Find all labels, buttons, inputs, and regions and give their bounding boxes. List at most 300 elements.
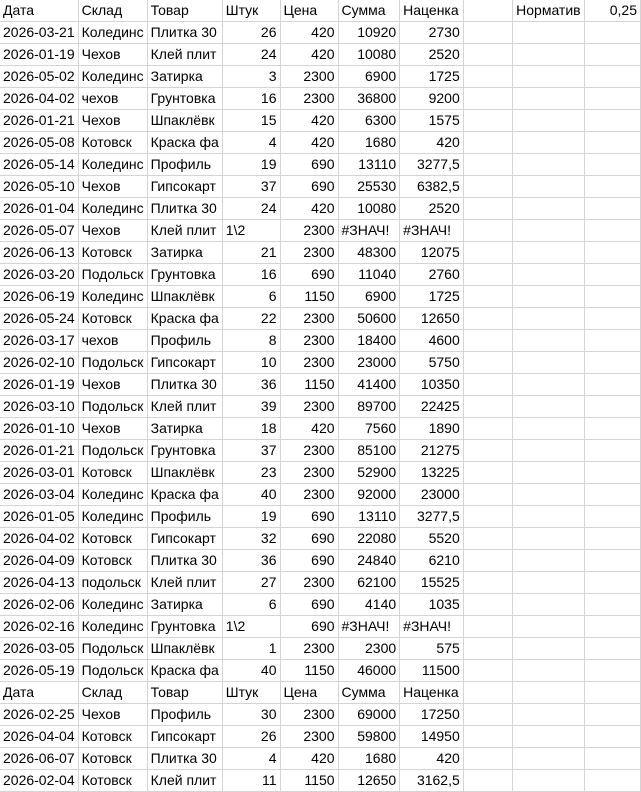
cell-date[interactable]: 2026-01-19 — [0, 44, 78, 66]
empty-cell[interactable] — [463, 0, 512, 22]
cell-date[interactable]: Дата — [0, 682, 78, 704]
empty-cell[interactable] — [584, 726, 640, 748]
empty-cell[interactable] — [584, 110, 640, 132]
cell-price[interactable]: 2300 — [280, 352, 338, 374]
cell-qty[interactable]: 24 — [222, 198, 280, 220]
empty-cell[interactable] — [584, 682, 640, 704]
cell-warehouse[interactable]: Подольск — [78, 264, 147, 286]
empty-cell[interactable] — [584, 660, 640, 682]
cell-product[interactable]: Товар — [147, 0, 222, 22]
empty-cell[interactable] — [584, 528, 640, 550]
empty-cell[interactable] — [584, 286, 640, 308]
empty-cell[interactable] — [513, 198, 584, 220]
cell-price[interactable]: Цена — [280, 682, 338, 704]
cell-price[interactable]: 420 — [280, 418, 338, 440]
empty-cell[interactable] — [513, 44, 584, 66]
cell-qty[interactable]: 4 — [222, 132, 280, 154]
cell-qty[interactable]: 36 — [222, 374, 280, 396]
cell-warehouse[interactable]: Чехов — [78, 220, 147, 242]
cell-warehouse[interactable]: Котовск — [78, 308, 147, 330]
cell-date[interactable]: 2026-03-04 — [0, 484, 78, 506]
cell-sum[interactable]: 2300 — [338, 638, 400, 660]
empty-cell[interactable] — [513, 352, 584, 374]
empty-cell[interactable] — [513, 110, 584, 132]
empty-cell[interactable] — [463, 638, 512, 660]
empty-cell[interactable] — [463, 44, 512, 66]
cell-qty[interactable]: 27 — [222, 572, 280, 594]
cell-product[interactable]: Клей плит — [147, 44, 222, 66]
cell-product[interactable]: Краска фа — [147, 660, 222, 682]
empty-cell[interactable] — [584, 616, 640, 638]
cell-product[interactable]: Клей плит — [147, 396, 222, 418]
cell-warehouse[interactable]: Чехов — [78, 374, 147, 396]
cell-price[interactable]: 2300 — [280, 572, 338, 594]
cell-product[interactable]: Гипсокарт — [147, 352, 222, 374]
cell-warehouse[interactable]: Колединс — [78, 66, 147, 88]
cell-date[interactable]: 2026-04-09 — [0, 550, 78, 572]
cell-qty[interactable]: 8 — [222, 330, 280, 352]
empty-cell[interactable] — [463, 220, 512, 242]
cell-markup[interactable]: 2520 — [400, 44, 464, 66]
cell-product[interactable]: Гипсокарт — [147, 726, 222, 748]
cell-sum[interactable]: 4140 — [338, 594, 400, 616]
cell-sum[interactable]: 23000 — [338, 352, 400, 374]
cell-date[interactable]: 2026-03-17 — [0, 330, 78, 352]
empty-cell[interactable] — [463, 286, 512, 308]
empty-cell[interactable] — [584, 374, 640, 396]
empty-cell[interactable] — [463, 176, 512, 198]
cell-sum[interactable]: 59800 — [338, 726, 400, 748]
cell-warehouse[interactable]: Колединс — [78, 484, 147, 506]
cell-warehouse[interactable]: Колединс — [78, 154, 147, 176]
cell-warehouse[interactable]: Чехов — [78, 418, 147, 440]
cell-date[interactable]: 2026-05-24 — [0, 308, 78, 330]
cell-product[interactable]: Клей плит — [147, 220, 222, 242]
cell-warehouse[interactable]: Колединс — [78, 286, 147, 308]
cell-date[interactable]: 2026-01-04 — [0, 198, 78, 220]
empty-cell[interactable] — [463, 330, 512, 352]
cell-qty[interactable]: 30 — [222, 704, 280, 726]
empty-cell[interactable] — [513, 330, 584, 352]
cell-markup[interactable]: 2730 — [400, 22, 464, 44]
empty-cell[interactable] — [463, 550, 512, 572]
cell-qty[interactable]: 16 — [222, 264, 280, 286]
cell-date[interactable]: 2026-05-10 — [0, 176, 78, 198]
cell-product[interactable]: Краска фа — [147, 484, 222, 506]
empty-cell[interactable] — [463, 528, 512, 550]
cell-markup[interactable]: Наценка — [400, 0, 464, 22]
cell-sum[interactable]: 62100 — [338, 572, 400, 594]
empty-cell[interactable] — [463, 264, 512, 286]
cell-warehouse[interactable]: чехов — [78, 330, 147, 352]
empty-cell[interactable] — [513, 484, 584, 506]
empty-cell[interactable] — [584, 88, 640, 110]
empty-cell[interactable] — [513, 682, 584, 704]
cell-date[interactable]: 2026-05-08 — [0, 132, 78, 154]
cell-product[interactable]: Профиль — [147, 704, 222, 726]
cell-markup[interactable]: 4600 — [400, 330, 464, 352]
cell-price[interactable]: 2300 — [280, 704, 338, 726]
cell-markup[interactable]: 22425 — [400, 396, 464, 418]
cell-sum[interactable]: 12650 — [338, 770, 400, 792]
cell-qty[interactable]: 37 — [222, 440, 280, 462]
cell-product[interactable]: Затирка — [147, 242, 222, 264]
cell-product[interactable]: Краска фа — [147, 308, 222, 330]
cell-date[interactable]: 2026-01-21 — [0, 110, 78, 132]
cell-sum[interactable]: 10080 — [338, 198, 400, 220]
empty-cell[interactable] — [584, 198, 640, 220]
cell-sum[interactable]: 6900 — [338, 66, 400, 88]
cell-markup[interactable]: 1725 — [400, 66, 464, 88]
empty-cell[interactable] — [463, 418, 512, 440]
cell-warehouse[interactable]: Котовск — [78, 748, 147, 770]
cell-markup[interactable]: 420 — [400, 748, 464, 770]
cell-qty[interactable]: 3 — [222, 66, 280, 88]
cell-sum[interactable]: #ЗНАЧ! — [338, 220, 400, 242]
empty-cell[interactable] — [513, 550, 584, 572]
cell-warehouse[interactable]: Чехов — [78, 110, 147, 132]
cell-qty[interactable]: 23 — [222, 462, 280, 484]
empty-cell[interactable] — [463, 132, 512, 154]
empty-cell[interactable] — [463, 352, 512, 374]
cell-qty[interactable]: 11 — [222, 770, 280, 792]
empty-cell[interactable] — [513, 770, 584, 792]
empty-cell[interactable] — [513, 462, 584, 484]
empty-cell[interactable] — [463, 374, 512, 396]
cell-sum[interactable]: 25530 — [338, 176, 400, 198]
cell-qty[interactable]: 24 — [222, 44, 280, 66]
cell-sum[interactable]: Сумма — [338, 682, 400, 704]
cell-date[interactable]: 2026-04-02 — [0, 88, 78, 110]
cell-price[interactable]: 690 — [280, 550, 338, 572]
cell-product[interactable]: Профиль — [147, 506, 222, 528]
empty-cell[interactable] — [513, 154, 584, 176]
cell-date[interactable]: 2026-06-19 — [0, 286, 78, 308]
cell-qty[interactable]: 32 — [222, 528, 280, 550]
cell-price[interactable]: 2300 — [280, 462, 338, 484]
cell-markup[interactable]: 3277,5 — [400, 154, 464, 176]
empty-cell[interactable] — [513, 396, 584, 418]
empty-cell[interactable] — [513, 440, 584, 462]
empty-cell[interactable] — [584, 264, 640, 286]
cell-warehouse[interactable]: Котовск — [78, 132, 147, 154]
cell-markup[interactable]: 6210 — [400, 550, 464, 572]
cell-date[interactable]: 2026-05-14 — [0, 154, 78, 176]
cell-price[interactable]: 690 — [280, 594, 338, 616]
cell-product[interactable]: Краска фа — [147, 132, 222, 154]
empty-cell[interactable] — [584, 396, 640, 418]
cell-markup[interactable]: 23000 — [400, 484, 464, 506]
empty-cell[interactable] — [584, 22, 640, 44]
cell-price[interactable]: 420 — [280, 110, 338, 132]
cell-date[interactable]: 2026-05-07 — [0, 220, 78, 242]
cell-sum[interactable]: 48300 — [338, 242, 400, 264]
cell-markup[interactable]: 5750 — [400, 352, 464, 374]
cell-price[interactable]: 2300 — [280, 88, 338, 110]
cell-warehouse[interactable]: Склад — [78, 0, 147, 22]
cell-date[interactable]: 2026-01-21 — [0, 440, 78, 462]
cell-date[interactable]: 2026-02-16 — [0, 616, 78, 638]
cell-warehouse[interactable]: Колединс — [78, 198, 147, 220]
cell-price[interactable]: 2300 — [280, 220, 338, 242]
cell-markup[interactable]: 1725 — [400, 286, 464, 308]
empty-cell[interactable] — [584, 176, 640, 198]
cell-warehouse[interactable]: Колединс — [78, 506, 147, 528]
cell-warehouse[interactable]: Подольск — [78, 638, 147, 660]
cell-markup[interactable]: 15525 — [400, 572, 464, 594]
cell-price[interactable]: 2300 — [280, 308, 338, 330]
cell-qty[interactable]: 1 — [222, 638, 280, 660]
cell-markup[interactable]: #ЗНАЧ! — [400, 616, 464, 638]
empty-cell[interactable] — [513, 704, 584, 726]
cell-markup[interactable]: 11500 — [400, 660, 464, 682]
cell-markup[interactable]: 3162,5 — [400, 770, 464, 792]
cell-markup[interactable]: 420 — [400, 132, 464, 154]
empty-cell[interactable] — [584, 44, 640, 66]
empty-cell[interactable] — [584, 66, 640, 88]
cell-price[interactable]: 690 — [280, 616, 338, 638]
cell-markup[interactable]: Наценка — [400, 682, 464, 704]
cell-warehouse[interactable]: Колединс — [78, 594, 147, 616]
empty-cell[interactable] — [513, 176, 584, 198]
empty-cell[interactable] — [584, 418, 640, 440]
cell-sum[interactable]: 1680 — [338, 132, 400, 154]
empty-cell[interactable] — [584, 242, 640, 264]
cell-sum[interactable]: 1680 — [338, 748, 400, 770]
cell-qty[interactable]: 19 — [222, 154, 280, 176]
cell-price[interactable]: 2300 — [280, 638, 338, 660]
cell-date[interactable]: 2026-02-25 — [0, 704, 78, 726]
empty-cell[interactable] — [463, 88, 512, 110]
cell-qty[interactable]: 6 — [222, 594, 280, 616]
empty-cell[interactable] — [463, 308, 512, 330]
empty-cell[interactable] — [513, 242, 584, 264]
cell-markup[interactable]: 1035 — [400, 594, 464, 616]
empty-cell[interactable] — [584, 220, 640, 242]
cell-markup[interactable]: #ЗНАЧ! — [400, 220, 464, 242]
empty-cell[interactable] — [584, 132, 640, 154]
cell-warehouse[interactable]: Котовск — [78, 462, 147, 484]
empty-cell[interactable] — [513, 88, 584, 110]
cell-product[interactable]: Гипсокарт — [147, 528, 222, 550]
empty-cell[interactable] — [513, 638, 584, 660]
empty-cell[interactable] — [463, 506, 512, 528]
cell-product[interactable]: Затирка — [147, 66, 222, 88]
cell-qty[interactable]: 36 — [222, 550, 280, 572]
empty-cell[interactable] — [513, 308, 584, 330]
cell-qty[interactable]: 40 — [222, 660, 280, 682]
cell-sum[interactable]: 89700 — [338, 396, 400, 418]
empty-cell[interactable] — [513, 528, 584, 550]
cell-sum[interactable]: 6900 — [338, 286, 400, 308]
cell-product[interactable]: Затирка — [147, 418, 222, 440]
cell-date[interactable]: 2026-04-13 — [0, 572, 78, 594]
cell-price[interactable]: Цена — [280, 0, 338, 22]
cell-warehouse[interactable]: Чехов — [78, 176, 147, 198]
cell-product[interactable]: Плитка 30 — [147, 198, 222, 220]
cell-sum[interactable]: 13110 — [338, 154, 400, 176]
cell-sum[interactable]: 18400 — [338, 330, 400, 352]
empty-cell[interactable] — [513, 594, 584, 616]
empty-cell[interactable] — [513, 66, 584, 88]
cell-price[interactable]: 1150 — [280, 770, 338, 792]
cell-sum[interactable]: 11040 — [338, 264, 400, 286]
cell-price[interactable]: 2300 — [280, 242, 338, 264]
cell-product[interactable]: Профиль — [147, 330, 222, 352]
empty-cell[interactable] — [584, 704, 640, 726]
cell-warehouse[interactable]: Подольск — [78, 396, 147, 418]
cell-price[interactable]: 690 — [280, 528, 338, 550]
cell-qty[interactable]: 26 — [222, 22, 280, 44]
cell-markup[interactable]: 13225 — [400, 462, 464, 484]
cell-date[interactable]: 2026-01-05 — [0, 506, 78, 528]
cell-date[interactable]: 2026-02-10 — [0, 352, 78, 374]
cell-warehouse[interactable]: Колединс — [78, 22, 147, 44]
cell-sum[interactable]: 41400 — [338, 374, 400, 396]
empty-cell[interactable] — [584, 572, 640, 594]
cell-qty[interactable]: 22 — [222, 308, 280, 330]
cell-sum[interactable]: #ЗНАЧ! — [338, 616, 400, 638]
cell-product[interactable]: Товар — [147, 682, 222, 704]
cell-product[interactable]: Грунтовка — [147, 616, 222, 638]
cell-warehouse[interactable]: Чехов — [78, 44, 147, 66]
empty-cell[interactable] — [463, 242, 512, 264]
empty-cell[interactable] — [463, 726, 512, 748]
cell-product[interactable]: Профиль — [147, 154, 222, 176]
cell-sum[interactable]: 6300 — [338, 110, 400, 132]
empty-cell[interactable] — [584, 462, 640, 484]
cell-product[interactable]: Затирка — [147, 594, 222, 616]
cell-sum[interactable]: 7560 — [338, 418, 400, 440]
cell-warehouse[interactable]: Котовск — [78, 550, 147, 572]
cell-sum[interactable]: Сумма — [338, 0, 400, 22]
cell-markup[interactable]: 575 — [400, 638, 464, 660]
cell-qty[interactable]: 37 — [222, 176, 280, 198]
cell-markup[interactable]: 12075 — [400, 242, 464, 264]
cell-price[interactable]: 1150 — [280, 286, 338, 308]
cell-sum[interactable]: 10920 — [338, 22, 400, 44]
cell-markup[interactable]: 6382,5 — [400, 176, 464, 198]
cell-date[interactable]: 2026-03-20 — [0, 264, 78, 286]
cell-warehouse[interactable]: Колединс — [78, 616, 147, 638]
cell-price[interactable]: 690 — [280, 506, 338, 528]
cell-sum[interactable]: 50600 — [338, 308, 400, 330]
cell-price[interactable]: 2300 — [280, 330, 338, 352]
cell-product[interactable]: Грунтовка — [147, 88, 222, 110]
empty-cell[interactable] — [584, 352, 640, 374]
cell-markup[interactable]: 21275 — [400, 440, 464, 462]
cell-warehouse[interactable]: подольск — [78, 572, 147, 594]
cell-sum[interactable]: 92000 — [338, 484, 400, 506]
empty-cell[interactable] — [513, 660, 584, 682]
cell-qty[interactable]: Штук — [222, 682, 280, 704]
cell-sum[interactable]: 46000 — [338, 660, 400, 682]
cell-product[interactable]: Клей плит — [147, 572, 222, 594]
cell-qty[interactable]: 26 — [222, 726, 280, 748]
cell-warehouse[interactable]: Чехов — [78, 704, 147, 726]
cell-date[interactable]: 2026-05-02 — [0, 66, 78, 88]
empty-cell[interactable] — [463, 660, 512, 682]
cell-warehouse[interactable]: Котовск — [78, 726, 147, 748]
empty-cell[interactable] — [463, 462, 512, 484]
cell-markup[interactable]: 2760 — [400, 264, 464, 286]
cell-warehouse[interactable]: Подольск — [78, 660, 147, 682]
cell-product[interactable]: Шпаклёвк — [147, 110, 222, 132]
empty-cell[interactable] — [463, 572, 512, 594]
empty-cell[interactable] — [463, 594, 512, 616]
cell-warehouse[interactable]: Котовск — [78, 528, 147, 550]
cell-qty[interactable]: 19 — [222, 506, 280, 528]
empty-cell[interactable] — [513, 220, 584, 242]
cell-warehouse[interactable]: чехов — [78, 88, 147, 110]
empty-cell[interactable] — [513, 506, 584, 528]
cell-sum[interactable]: 10080 — [338, 44, 400, 66]
cell-qty[interactable]: 16 — [222, 88, 280, 110]
cell-price[interactable]: 1150 — [280, 374, 338, 396]
empty-cell[interactable] — [584, 308, 640, 330]
cell-product[interactable]: Шпаклёвк — [147, 638, 222, 660]
cell-sum[interactable]: 85100 — [338, 440, 400, 462]
empty-cell[interactable] — [513, 572, 584, 594]
cell-price[interactable]: 420 — [280, 748, 338, 770]
cell-warehouse[interactable]: Котовск — [78, 242, 147, 264]
cell-qty[interactable]: Штук — [222, 0, 280, 22]
empty-cell[interactable] — [584, 770, 640, 792]
empty-cell[interactable] — [584, 550, 640, 572]
empty-cell[interactable] — [463, 616, 512, 638]
cell-date[interactable]: 2026-01-10 — [0, 418, 78, 440]
empty-cell[interactable] — [513, 286, 584, 308]
cell-markup[interactable]: 9200 — [400, 88, 464, 110]
empty-cell[interactable] — [513, 418, 584, 440]
cell-product[interactable]: Грунтовка — [147, 264, 222, 286]
cell-markup[interactable]: 10350 — [400, 374, 464, 396]
cell-warehouse[interactable]: Подольск — [78, 440, 147, 462]
norm-value-cell[interactable]: 0,25 — [584, 0, 640, 22]
empty-cell[interactable] — [463, 110, 512, 132]
cell-price[interactable]: 420 — [280, 44, 338, 66]
cell-price[interactable]: 690 — [280, 176, 338, 198]
cell-qty[interactable]: 39 — [222, 396, 280, 418]
cell-markup[interactable]: 14950 — [400, 726, 464, 748]
cell-price[interactable]: 2300 — [280, 396, 338, 418]
cell-product[interactable]: Шпаклёвк — [147, 286, 222, 308]
cell-markup[interactable]: 5520 — [400, 528, 464, 550]
empty-cell[interactable] — [463, 770, 512, 792]
cell-date[interactable]: 2026-04-04 — [0, 726, 78, 748]
cell-date[interactable]: 2026-02-06 — [0, 594, 78, 616]
cell-date[interactable]: 2026-03-10 — [0, 396, 78, 418]
cell-date[interactable]: 2026-06-13 — [0, 242, 78, 264]
cell-price[interactable]: 420 — [280, 198, 338, 220]
empty-cell[interactable] — [463, 198, 512, 220]
cell-date[interactable]: 2026-04-02 — [0, 528, 78, 550]
cell-product[interactable]: Клей плит — [147, 770, 222, 792]
cell-date[interactable]: 2026-02-04 — [0, 770, 78, 792]
empty-cell[interactable] — [584, 440, 640, 462]
cell-date[interactable]: Дата — [0, 0, 78, 22]
cell-qty[interactable]: 40 — [222, 484, 280, 506]
cell-product[interactable]: Плитка 30 — [147, 550, 222, 572]
empty-cell[interactable] — [463, 484, 512, 506]
cell-sum[interactable]: 22080 — [338, 528, 400, 550]
cell-qty[interactable]: 6 — [222, 286, 280, 308]
cell-product[interactable]: Шпаклёвк — [147, 462, 222, 484]
empty-cell[interactable] — [463, 748, 512, 770]
cell-markup[interactable]: 1890 — [400, 418, 464, 440]
cell-product[interactable]: Грунтовка — [147, 440, 222, 462]
cell-warehouse[interactable]: Котовск — [78, 770, 147, 792]
